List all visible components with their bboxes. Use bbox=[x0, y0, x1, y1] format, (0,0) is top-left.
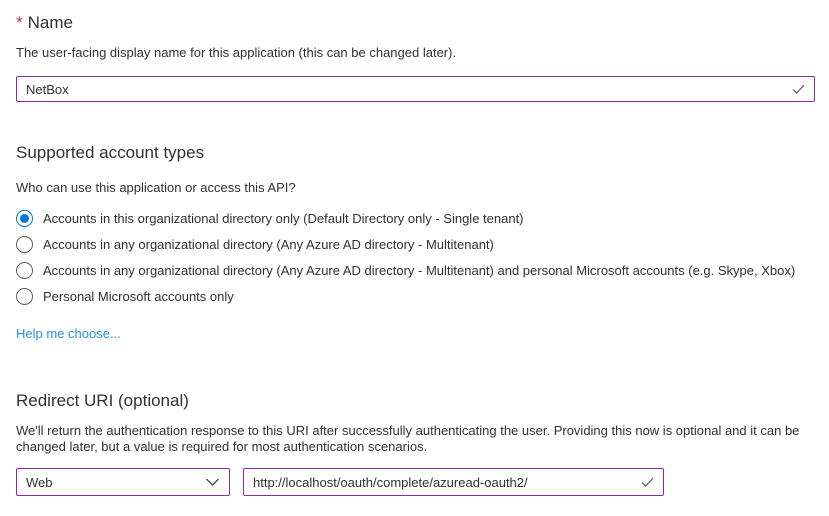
account-types-title: Supported account types bbox=[16, 143, 205, 162]
redirect-uri-description: We'll return the authentication response to this URI after successfully authenticating the user. Providing this now is optional and it can be changed later, but a value is required for most authentication scenarios. bbox=[16, 423, 800, 454]
radio-icon bbox=[16, 236, 33, 253]
chevron-down-icon bbox=[205, 478, 220, 487]
account-types-radio-group bbox=[16, 205, 815, 309]
radio-option-single-tenant[interactable] bbox=[16, 205, 815, 231]
redirect-uri-input[interactable] bbox=[243, 468, 664, 496]
platform-selected-value: Web bbox=[26, 474, 53, 490]
radio-icon bbox=[16, 210, 33, 227]
radio-option-label: Accounts in any organizational directory (Any Azure AD directory - Multitenant) bbox=[43, 236, 494, 252]
required-asterisk: * bbox=[16, 13, 23, 32]
radio-option-label: Accounts in any organizational directory (Any Azure AD directory - Multitenant) and personal Microsoft accounts (e.g. Skype, Xbox) bbox=[43, 262, 796, 278]
name-title-text: Name bbox=[27, 13, 73, 32]
redirect-uri-input-wrap bbox=[243, 468, 664, 496]
name-description: The user-facing display name for this application (this can be changed later). bbox=[16, 45, 457, 60]
redirect-uri-title: Redirect URI (optional) bbox=[16, 391, 189, 410]
radio-option-label: Accounts in this organizational directory only (Default Directory only - Single tenant) bbox=[43, 210, 524, 226]
redirect-uri-row bbox=[16, 468, 815, 496]
help-me-choose-link[interactable]: Help me choose... bbox=[16, 326, 121, 341]
name-input[interactable] bbox=[16, 76, 815, 102]
name-input-wrap bbox=[16, 76, 815, 102]
name-section-title bbox=[16, 12, 815, 33]
radio-icon bbox=[16, 262, 33, 279]
account-types-question: Who can use this application or access this API? bbox=[16, 180, 296, 195]
radio-icon bbox=[16, 288, 33, 305]
radio-option-multitenant[interactable] bbox=[16, 231, 815, 257]
radio-option-multitenant-personal[interactable] bbox=[16, 257, 815, 283]
radio-option-personal-only[interactable] bbox=[16, 283, 815, 309]
platform-select[interactable] bbox=[16, 468, 230, 496]
radio-option-label: Personal Microsoft accounts only bbox=[43, 288, 234, 304]
